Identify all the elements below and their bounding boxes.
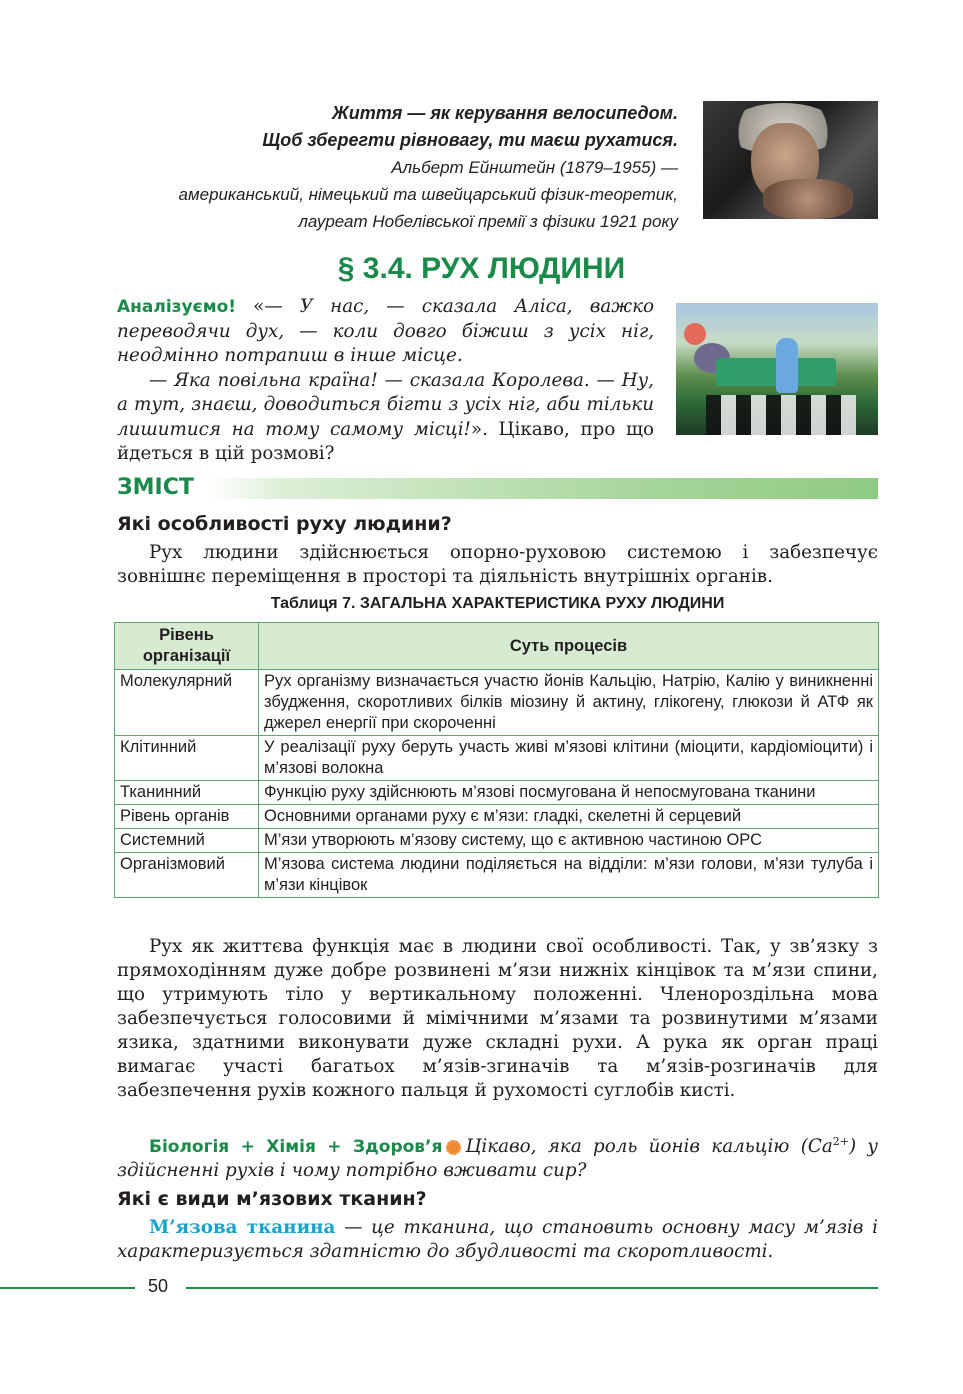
question-heading-2: Які є види м’язових тканин? xyxy=(117,1188,427,1210)
table-row xyxy=(115,805,879,829)
page-number: 50 xyxy=(148,1276,169,1296)
epigraph xyxy=(118,100,678,235)
table-header-essence: Суть процесів xyxy=(259,623,879,670)
table-cell-essence: Функцію руху здійснюють м’язові посмугована й непосмугована тканини xyxy=(259,781,879,805)
analyze-dialogue xyxy=(117,295,654,467)
table-row xyxy=(115,829,879,853)
illustration-flower xyxy=(684,323,706,345)
dialogue-line1: — У нас, — сказала Аліса, важко переводячи дух, — коли довго біжиш з усіх ніг, неодмінно потрапиш в інше місце. xyxy=(117,296,655,366)
table-cell-essence: М’язова система людини поділяється на відділи: м’язи голови, м’язи тулуба і м’язи кінцівок xyxy=(259,853,879,898)
question-heading-1: Які особливості руху людини? xyxy=(117,513,452,535)
interdisciplinary-text-before: Цікаво, яка роль йонів кальцію (Ca xyxy=(465,1136,833,1158)
table-cell-essence: У реалізації руху беруть участь живі м’язові клітини (міоцити, кардіоміоцити) і м’язові волокна xyxy=(259,736,879,781)
interdisciplinary-note xyxy=(117,1130,878,1183)
table-caption: Таблиця 7. ЗАГАЛЬНА ХАРАКТЕРИСТИКА РУХУ ЛЮДИНИ xyxy=(270,595,725,612)
table-cell-essence: Рух організму визначається участю йонів Кальцію, Натрію, Калію у виникненні збудження, скоротливих білків міозину й актину, глікогену, глюкози й АТФ як джерел енергії при скороченні xyxy=(259,670,879,736)
photo-hands xyxy=(763,179,853,219)
gear-icon xyxy=(446,1140,461,1155)
epigraph-quote-line2: Щоб зберегти рівновагу, ти маєш рухатися. xyxy=(262,130,678,150)
table-cell-level: Організмовий xyxy=(115,853,259,898)
characteristics-table xyxy=(114,622,879,898)
paragraph-1 xyxy=(117,541,878,589)
table-header-level: Рівень організації xyxy=(115,623,259,670)
section-title: § 3.4. РУХ ЛЮДИНИ xyxy=(337,252,626,285)
illustration-checker-floor xyxy=(706,395,856,435)
einstein-photo xyxy=(703,101,878,219)
alice-tea-party-illustration xyxy=(676,303,878,435)
dialogue-line2: — Яка повільна країна! — сказала Королева. — Ну, а тут, знаєш, доводиться бігти з усіх ніг, аби тільки лишитися на тому самому місці! xyxy=(117,369,654,440)
table-cell-level: Рівень органів xyxy=(115,805,259,829)
table-cell-essence: Основними органами руху є м’язи: гладкі, скелетні й серцевий xyxy=(259,805,879,829)
epigraph-author-line3: лауреат Нобелівської премії з фізики 1921 року xyxy=(298,212,678,231)
footer-divider-left xyxy=(0,1287,135,1289)
analyze-label: Аналізуємо! xyxy=(117,297,237,317)
calcium-charge: 2+ xyxy=(832,1135,849,1148)
table-header-row xyxy=(115,623,879,670)
table-row xyxy=(115,853,879,898)
table-row xyxy=(115,670,879,736)
epigraph-quote-line1: Життя — як керування велосипедом. xyxy=(332,103,678,123)
dialogue-tail: ». Цікаво, про що йдеться в цій розмові? xyxy=(117,418,654,464)
term-muscle-tissue: М’язова тканина xyxy=(149,1217,336,1238)
content-section-label: ЗМІСТ xyxy=(117,475,194,500)
paragraph-2-text: Рух як життєва функція має в людини свої особливості. Так, у зв’язку з прямоходінням дуже добре розвинені м’язи нижніх кінцівок та м’язи спини, що утримують тіло у вертикальному положенні. Членороздільна мова забезпечується голосовими й мімічними м’язами та розвинутими м’язами язика, здатними виконувати дуже складні рухи. А рука як орган праці вимагає участі багатьох м’язів-згиначів та м’язів-розгиначів для забезпечення рухів кожного пальця й рухомості суглобів кисті. xyxy=(117,936,878,1101)
epigraph-author-line1: Альберт Ейнштейн (1879–1955) — xyxy=(391,158,678,177)
table-cell-essence: М’язи утворюють м’язову систему, що є активною частиною ОРС xyxy=(259,829,879,853)
table-row xyxy=(115,781,879,805)
analyze-open-quote: « xyxy=(236,296,265,317)
paragraph-3 xyxy=(117,1216,878,1264)
table-cell-level: Клітинний xyxy=(115,736,259,781)
table-cell-level: Тканинний xyxy=(115,781,259,805)
interdisciplinary-text-after: ) у здійсненні рухів і чому потрібно вживати сир? xyxy=(117,1136,879,1182)
interdisciplinary-label: Біологія + Хімія + Здоров’я xyxy=(149,1137,443,1158)
illustration-girl xyxy=(776,338,798,393)
epigraph-author-line2: американський, німецький та швейцарський фізик-теоретик, xyxy=(178,185,678,204)
content-section-bar xyxy=(117,475,878,500)
paragraph-1-text: Рух людини здійснюється опорно-руховою системою і забезпечує зовнішнє переміщення в просторі та діяльність внутрішніх органів. xyxy=(117,542,878,587)
footer-divider-right xyxy=(186,1287,878,1289)
paragraph-3-text: — це тканина, що становить основну масу м’язів і характеризується здатністю до збудливості та скоротливості. xyxy=(117,1217,878,1262)
table-cell-level: Молекулярний xyxy=(115,670,259,736)
paragraph-2 xyxy=(117,935,878,1103)
table-cell-level: Системний xyxy=(115,829,259,853)
table-row xyxy=(115,736,879,781)
